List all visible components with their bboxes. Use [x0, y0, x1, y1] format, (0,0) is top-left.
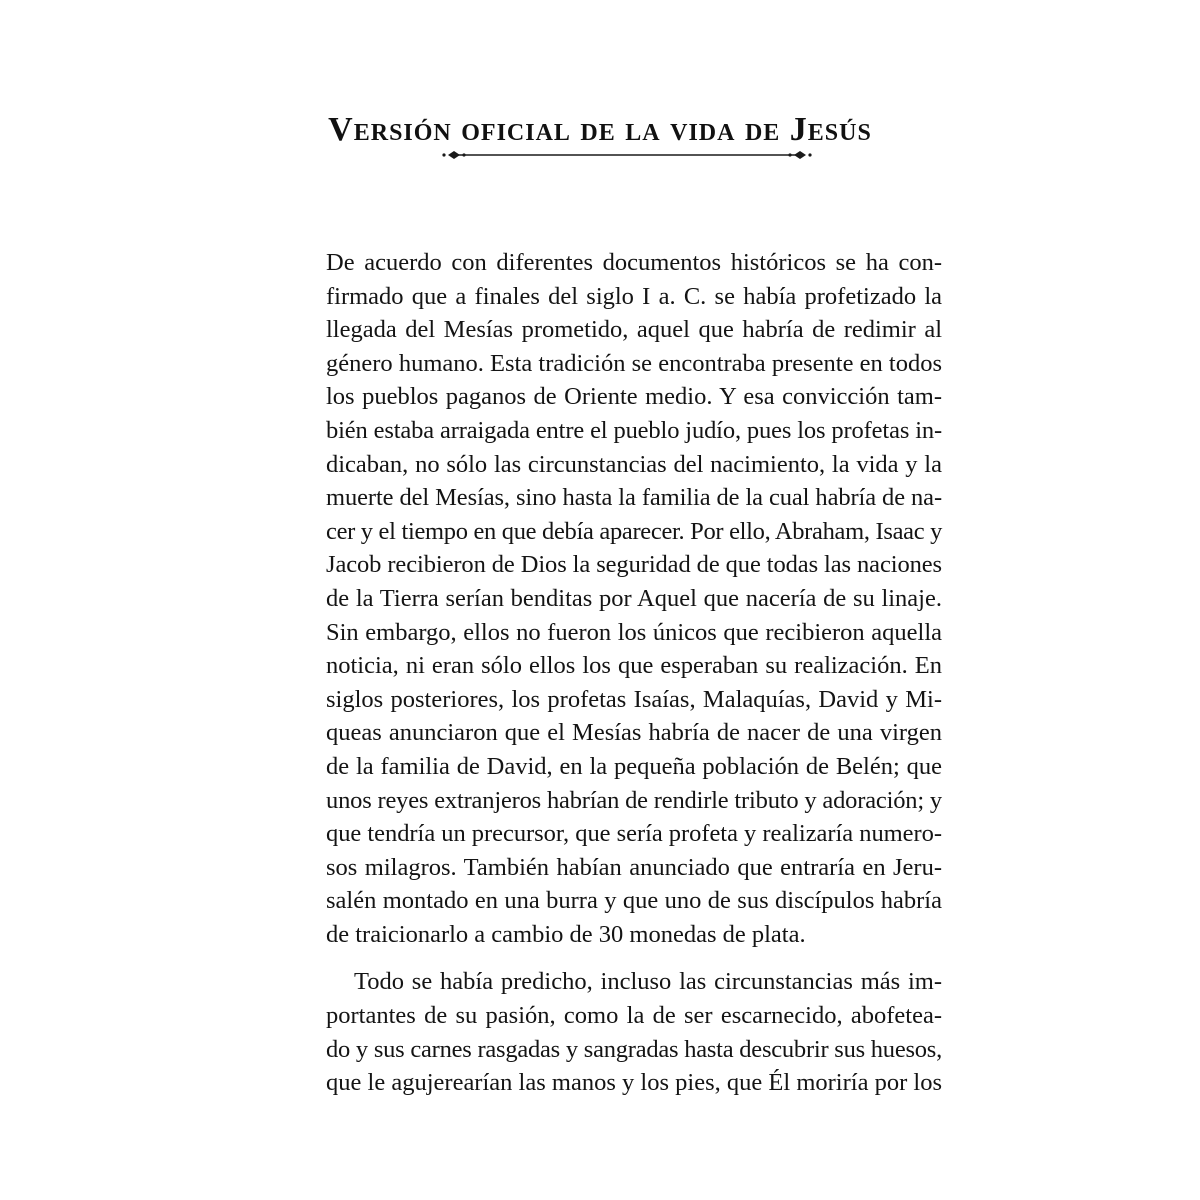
text-line: Jacob recibieron de Dios la seguridad de que todas las naciones [326, 551, 942, 579]
text-line: que le agujerearían las manos y los pies, que Él moriría por los [326, 1069, 942, 1097]
text-line: queas anunciaron que el Mesías habría de nacer de una virgen [326, 719, 942, 747]
text-line: dicaban, no sólo las circunstancias del nacimiento, la vida y la [326, 450, 942, 478]
text-line: siglos posteriores, los profetas Isaías, Malaquías, David y Mi- [326, 685, 942, 713]
body-text [326, 246, 942, 1100]
text-line: unos reyes extranjeros habrían de rendirle tributo y adoración; y [326, 786, 942, 814]
text-line: De acuerdo con diferentes documentos históricos se ha con- [326, 249, 942, 276]
paragraph-2 [326, 965, 942, 1099]
text-line: portantes de su pasión, como la de ser escarnecido, abofetea- [326, 1002, 942, 1030]
text-line: de la Tierra serían benditas por Aquel que nacería de su linaje. [326, 584, 942, 612]
title-ornament-rule [440, 146, 814, 166]
paragraph-gap [326, 951, 942, 965]
text-line: que tendría un precursor, que sería profeta y realizaría numero- [326, 820, 942, 848]
text-line: firmado que a finales del siglo I a. C. se había profetizado la [326, 282, 942, 310]
text-line: Todo se había predicho, incluso las circunstancias más im- [354, 968, 942, 996]
text-line: cer y el tiempo en que debía aparecer. Por ello, Abraham, Isaac y [326, 517, 943, 545]
text-line: noticia, ni eran sólo ellos los que esperaban su realización. En [326, 652, 942, 680]
text-line: los pueblos paganos de Oriente medio. Y esa convicción tam- [326, 383, 942, 411]
text-line: muerte del Mesías, sino hasta la familia de la cual habría de na- [326, 484, 942, 512]
text-line: de la familia de David, en la pequeña población de Belén; que [326, 752, 942, 780]
text-line: llegada del Mesías prometido, aquel que habría de redimir al [326, 316, 942, 344]
text-line: género humano. Esta tradición se encontraba presente en todos [326, 349, 942, 377]
text-line: bién estaba arraigada entre el pueblo judío, pues los profetas in- [326, 416, 942, 444]
text-line: de traicionarlo a cambio de 30 monedas de plata. [326, 920, 806, 948]
text-line: do y sus carnes rasgadas y sangradas hasta descubrir sus huesos, [326, 1035, 942, 1063]
text-line: sos milagros. También habían anunciado que entraría en Jeru- [326, 853, 942, 881]
text-line: Sin embargo, ellos no fueron los únicos que recibieron aquella [326, 618, 942, 646]
chapter-title: Versión oficial de la vida de Jesús [328, 111, 872, 148]
text-line: salén montado en una burra y que uno de sus discípulos habría [326, 887, 942, 915]
paragraph-1 [326, 246, 942, 951]
